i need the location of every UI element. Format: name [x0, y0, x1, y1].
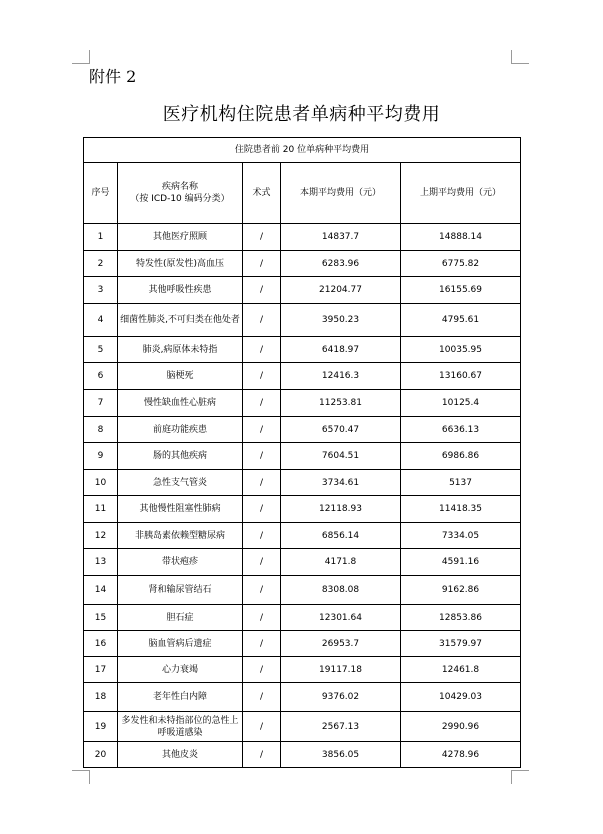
crop-mark-top-left: [72, 50, 90, 64]
current-cost: 8308.08: [281, 576, 401, 605]
row-index: 16: [84, 631, 118, 657]
row-index: 2: [84, 251, 118, 277]
previous-cost: 5137: [401, 470, 521, 496]
table-row: [84, 417, 521, 443]
disease-name: 脑梗死: [118, 363, 243, 390]
disease-name: 慢性缺血性心脏病: [118, 390, 243, 417]
crop-mark-bottom-left: [72, 770, 90, 784]
row-index: 10: [84, 470, 118, 496]
procedure: /: [243, 631, 281, 657]
disease-name: 心力衰竭: [118, 657, 243, 683]
disease-name: 前庭功能疾患: [118, 417, 243, 443]
table-row: [84, 549, 521, 576]
current-cost: 3856.05: [281, 742, 401, 768]
disease-name: 细菌性肺炎,不可归类在他处者: [118, 304, 243, 337]
row-index: 8: [84, 417, 118, 443]
procedure: /: [243, 304, 281, 337]
current-cost: 7604.51: [281, 443, 401, 470]
row-index: 4: [84, 304, 118, 337]
document-title: 医疗机构住院患者单病种平均费用: [162, 104, 441, 125]
table-row: [84, 683, 521, 712]
current-cost: 3950.23: [281, 304, 401, 337]
disease-name: 肾和输尿管结石: [118, 576, 243, 605]
table-row: [84, 470, 521, 496]
procedure: /: [243, 496, 281, 523]
row-index: 3: [84, 277, 118, 304]
previous-cost: 2990.96: [401, 712, 521, 742]
table-row: [84, 304, 521, 337]
attachment-label: 附件 2: [89, 67, 137, 86]
header-index: 序号: [84, 163, 118, 224]
procedure: /: [243, 657, 281, 683]
crop-mark-top-right: [511, 50, 529, 64]
previous-cost: 4591.16: [401, 549, 521, 576]
previous-cost: 9162.86: [401, 576, 521, 605]
table-row: [84, 605, 521, 631]
table-header-row: [84, 163, 521, 224]
header-disease-line2: （按 ICD-10 编码分类）: [130, 194, 230, 204]
previous-cost: 10035.95: [401, 337, 521, 363]
disease-name: 其他医疗照顾: [118, 224, 243, 251]
disease-name: 特发性(原发性)高血压: [118, 251, 243, 277]
current-cost: 19117.18: [281, 657, 401, 683]
disease-name: 其他呼吸性疾患: [118, 277, 243, 304]
procedure: /: [243, 470, 281, 496]
current-cost: 12118.93: [281, 496, 401, 523]
previous-cost: 4795.61: [401, 304, 521, 337]
row-index: 20: [84, 742, 118, 768]
procedure: /: [243, 417, 281, 443]
current-cost: 26953.7: [281, 631, 401, 657]
disease-name: 多发性和未特指部位的急性上呼吸道感染: [118, 712, 243, 742]
disease-name: 肺炎,病原体未特指: [118, 337, 243, 363]
procedure: /: [243, 549, 281, 576]
row-index: 6: [84, 363, 118, 390]
procedure: /: [243, 390, 281, 417]
disease-name: 带状疱疹: [118, 549, 243, 576]
disease-name: 其他慢性阻塞性肺病: [118, 496, 243, 523]
previous-cost: 12853.86: [401, 605, 521, 631]
previous-cost: 13160.67: [401, 363, 521, 390]
previous-cost: 11418.35: [401, 496, 521, 523]
procedure: /: [243, 523, 281, 549]
current-cost: 14837.7: [281, 224, 401, 251]
current-cost: 12301.64: [281, 605, 401, 631]
previous-cost: 10429.03: [401, 683, 521, 712]
current-cost: 3734.61: [281, 470, 401, 496]
previous-cost: 12461.8: [401, 657, 521, 683]
header-procedure: 术式: [243, 163, 281, 224]
procedure: /: [243, 742, 281, 768]
row-index: 19: [84, 712, 118, 742]
previous-cost: 31579.97: [401, 631, 521, 657]
previous-cost: 10125.4: [401, 390, 521, 417]
disease-name: 老年性白内障: [118, 683, 243, 712]
header-current-cost: 本期平均费用（元）: [281, 163, 401, 224]
procedure: /: [243, 712, 281, 742]
current-cost: 6418.97: [281, 337, 401, 363]
procedure: /: [243, 251, 281, 277]
table-row: [84, 576, 521, 605]
row-index: 12: [84, 523, 118, 549]
disease-name: 非胰岛素依赖型糖尿病: [118, 523, 243, 549]
previous-cost: 6986.86: [401, 443, 521, 470]
table-row: [84, 523, 521, 549]
crop-mark-bottom-right: [511, 770, 529, 784]
row-index: 18: [84, 683, 118, 712]
table-row: [84, 390, 521, 417]
previous-cost: 7334.05: [401, 523, 521, 549]
current-cost: 4171.8: [281, 549, 401, 576]
procedure: /: [243, 277, 281, 304]
header-disease-line1: 疾病名称: [161, 182, 198, 192]
row-index: 14: [84, 576, 118, 605]
row-index: 1: [84, 224, 118, 251]
table-caption-row: [84, 138, 521, 163]
procedure: /: [243, 576, 281, 605]
procedure: /: [243, 363, 281, 390]
row-index: 7: [84, 390, 118, 417]
row-index: 13: [84, 549, 118, 576]
header-disease: [118, 163, 243, 224]
row-index: 9: [84, 443, 118, 470]
table-row: [84, 631, 521, 657]
procedure: /: [243, 224, 281, 251]
disease-name: 其他皮炎: [118, 742, 243, 768]
row-index: 15: [84, 605, 118, 631]
current-cost: 6283.96: [281, 251, 401, 277]
current-cost: 21204.77: [281, 277, 401, 304]
table-row: [84, 337, 521, 363]
procedure: /: [243, 605, 281, 631]
header-previous-cost: 上期平均费用（元）: [401, 163, 521, 224]
row-index: 11: [84, 496, 118, 523]
row-index: 5: [84, 337, 118, 363]
current-cost: 9376.02: [281, 683, 401, 712]
procedure: /: [243, 443, 281, 470]
previous-cost: 16155.69: [401, 277, 521, 304]
disease-name: 脑血管病后遗症: [118, 631, 243, 657]
procedure: /: [243, 683, 281, 712]
previous-cost: 6775.82: [401, 251, 521, 277]
table-row: [84, 742, 521, 768]
previous-cost: 4278.96: [401, 742, 521, 768]
disease-name: 胆石症: [118, 605, 243, 631]
current-cost: 11253.81: [281, 390, 401, 417]
disease-name: 急性支气管炎: [118, 470, 243, 496]
current-cost: 6856.14: [281, 523, 401, 549]
table-row: [84, 657, 521, 683]
procedure: /: [243, 337, 281, 363]
row-index: 17: [84, 657, 118, 683]
current-cost: 6570.47: [281, 417, 401, 443]
table-row: [84, 224, 521, 251]
previous-cost: 14888.14: [401, 224, 521, 251]
current-cost: 2567.13: [281, 712, 401, 742]
table-row: [84, 443, 521, 470]
disease-name: 肠的其他疾病: [118, 443, 243, 470]
table-row: [84, 251, 521, 277]
table-row: [84, 277, 521, 304]
table-row: [84, 496, 521, 523]
current-cost: 12416.3: [281, 363, 401, 390]
table-row: [84, 712, 521, 742]
table-caption: 住院患者前 20 位单病种平均费用: [84, 138, 521, 163]
cost-table: [83, 137, 521, 768]
table-row: [84, 363, 521, 390]
previous-cost: 6636.13: [401, 417, 521, 443]
